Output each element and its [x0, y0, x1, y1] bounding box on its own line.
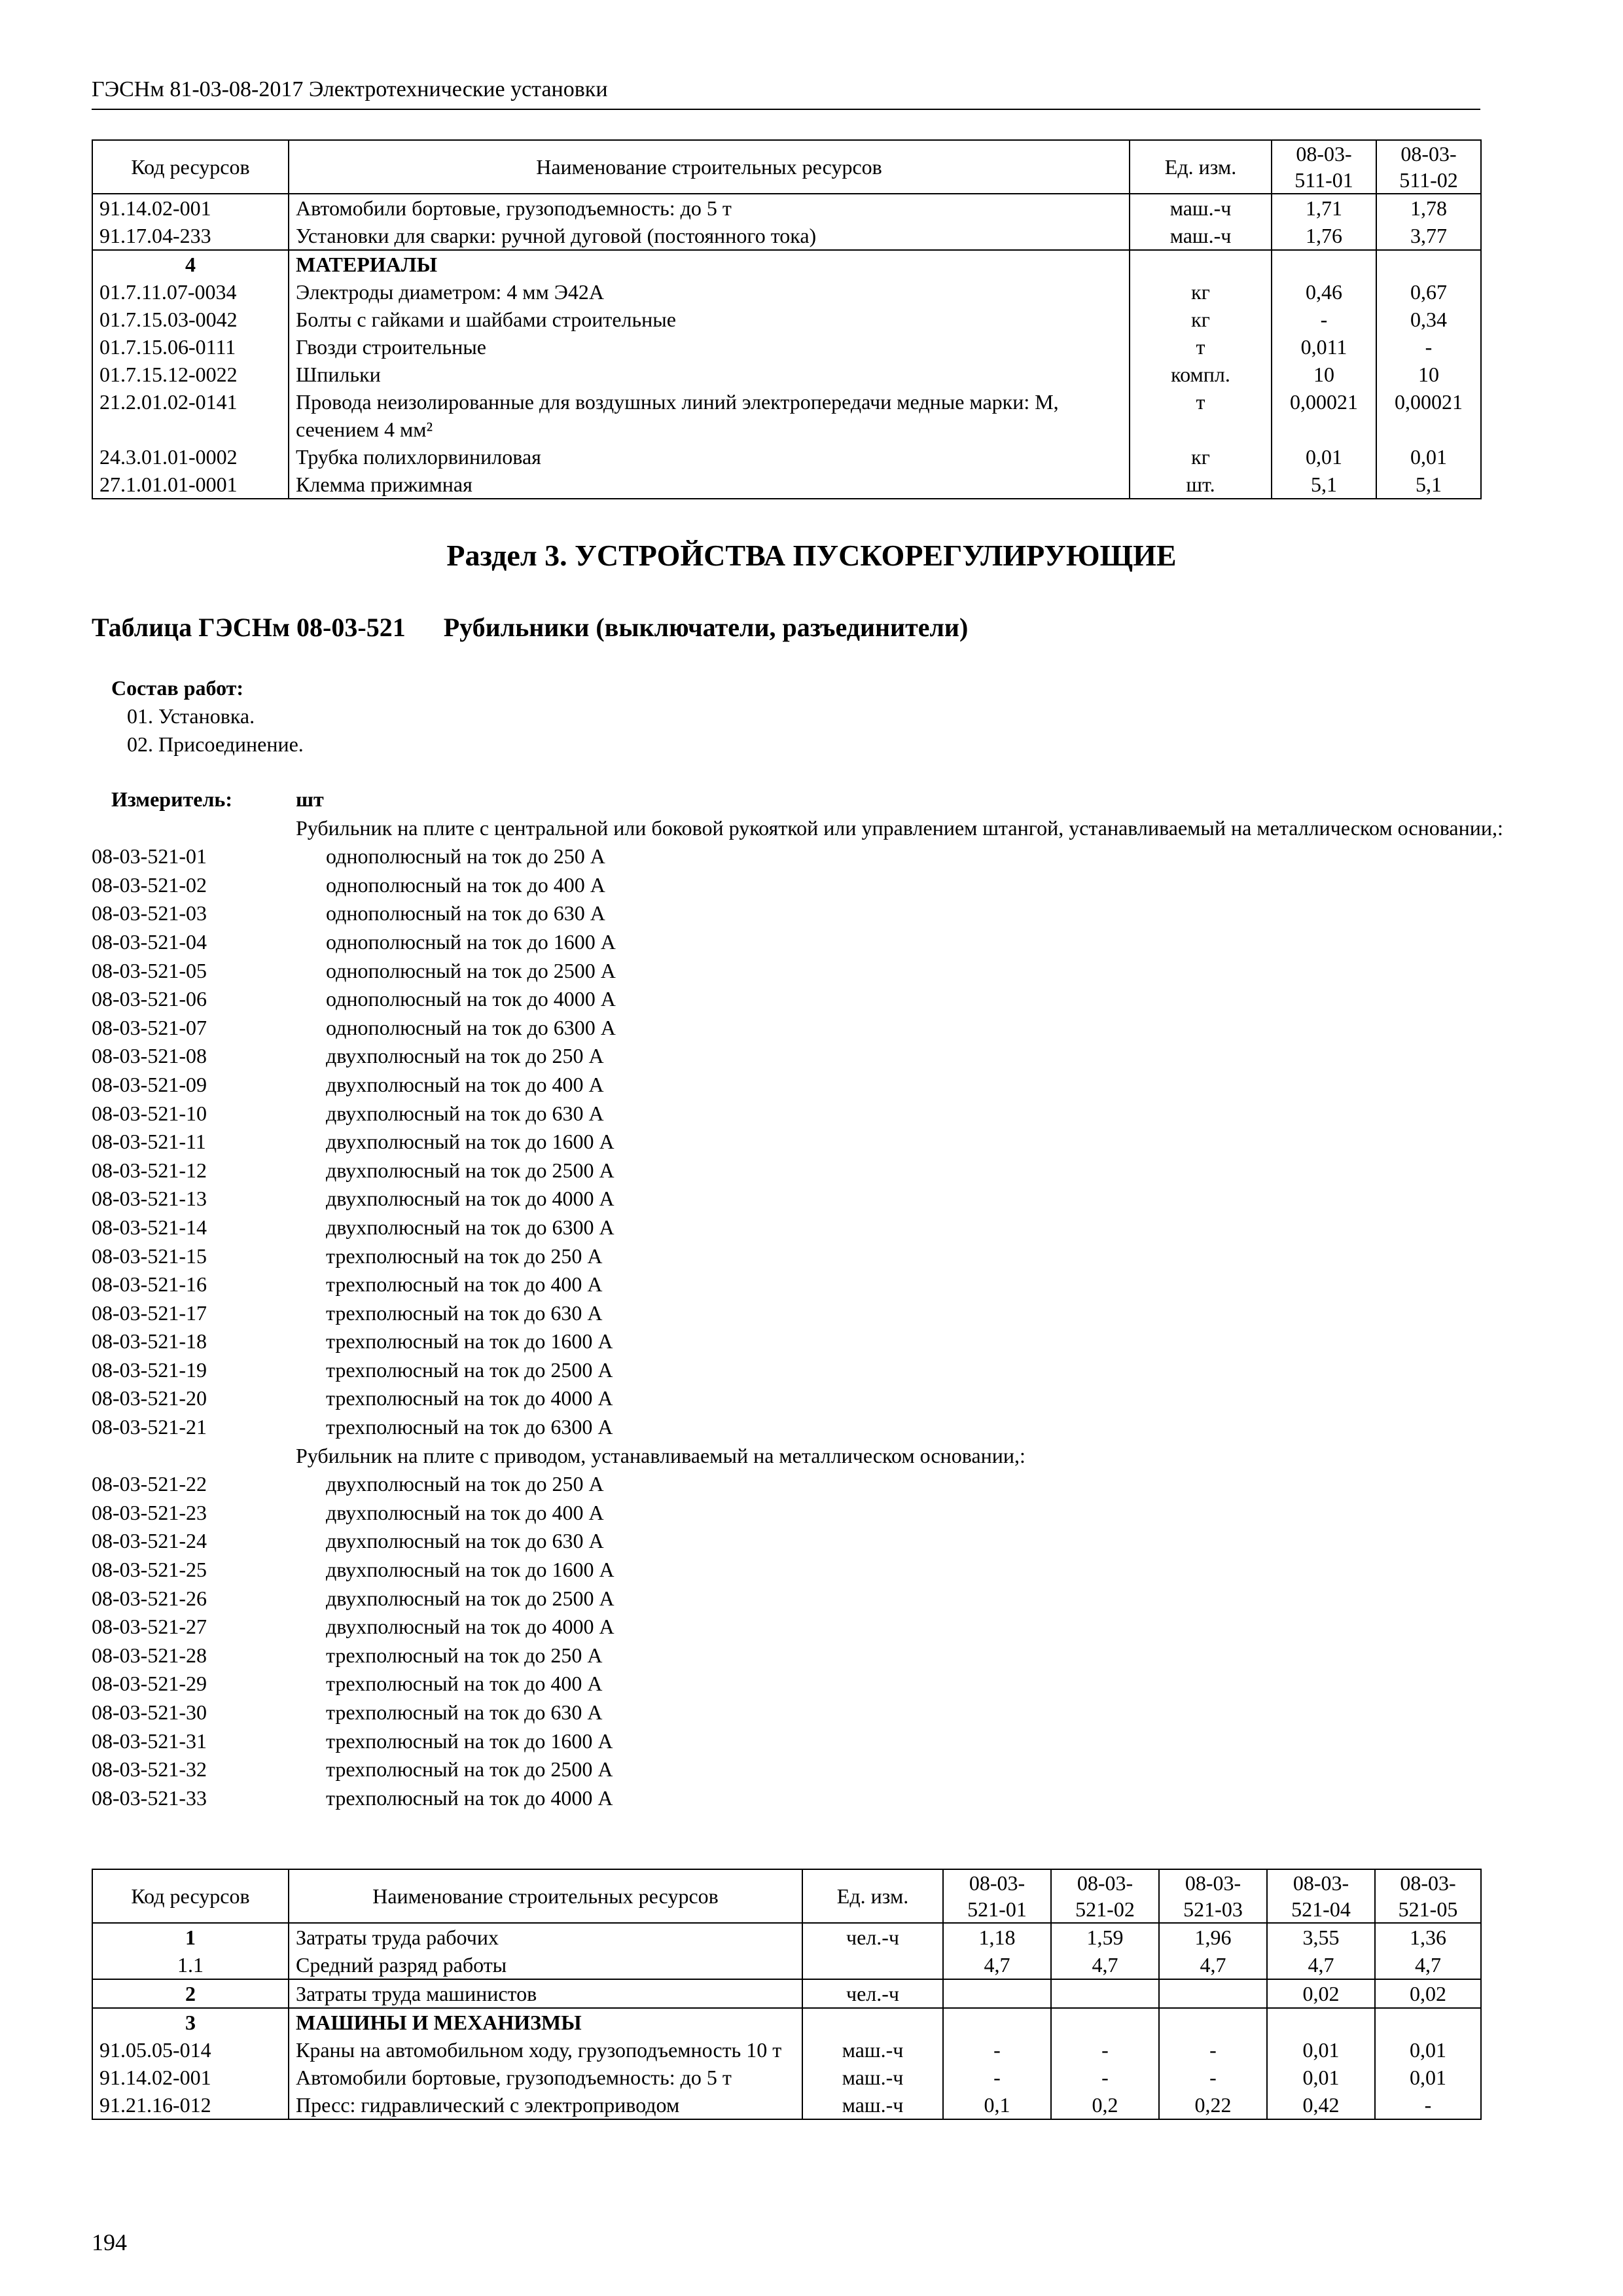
table-row	[92, 443, 1481, 471]
measure-item	[92, 1670, 1576, 1698]
cell-value	[1267, 2008, 1375, 2036]
measure-item	[92, 1100, 1576, 1128]
measure-item-code: 08-03-521-22	[92, 1472, 207, 1496]
measure-item-code: 08-03-521-19	[92, 1357, 207, 1382]
measure-item-code: 08-03-521-28	[92, 1643, 207, 1667]
header-rule	[92, 109, 1480, 110]
cell-value: 4,7	[1375, 1951, 1481, 1979]
cell-value: 0,67	[1376, 278, 1481, 306]
measure-item	[92, 1585, 1576, 1613]
measure-item-code: 08-03-521-06	[92, 987, 207, 1011]
measure-item-desc: двухполюсный на ток до 250 А	[326, 1044, 604, 1068]
table-row	[92, 2036, 1481, 2064]
cell-code: 1.1	[92, 1951, 289, 1979]
work-composition-label: Состав работ:	[111, 676, 244, 700]
cell-value: -	[1159, 2036, 1267, 2064]
measure-item-code: 08-03-521-11	[92, 1130, 206, 1154]
measure-item-desc: двухполюсный на ток до 4000 А	[326, 1615, 615, 1639]
resources-table-511	[92, 139, 1482, 499]
measure-item-code: 08-03-521-29	[92, 1672, 207, 1696]
cell-value: 0,01	[1272, 443, 1376, 471]
cell-value	[1159, 1979, 1267, 2008]
measure-item	[92, 1499, 1576, 1528]
measure-item-code: 08-03-521-26	[92, 1586, 207, 1610]
measure-item-code: 08-03-521-08	[92, 1044, 207, 1068]
measure-label: Измеритель:	[111, 787, 232, 811]
measure-item-code: 08-03-521-23	[92, 1500, 207, 1524]
cell-value: 10	[1272, 361, 1376, 388]
measure-item-desc: трехполюсный на ток до 400 А	[326, 1272, 603, 1297]
table-row	[92, 1951, 1481, 1979]
col-header: Ед. изм.	[802, 1869, 943, 1923]
measure-item-code: 08-03-521-13	[92, 1187, 207, 1211]
measure-item-desc: двухполюсный на ток до 1600 А	[326, 1130, 615, 1154]
measure-item	[92, 1128, 1576, 1157]
cell-value: 0,02	[1267, 1979, 1375, 2008]
measure-group-title: Рубильник на плите с центральной или боковой рукояткой или управлением штангой, устанавливаемый на металлическом основании,:	[296, 816, 1503, 840]
cell-name: Краны на автомобильном ходу, грузоподъемность 10 т	[289, 2036, 802, 2064]
measure-list	[92, 785, 1576, 1812]
measure-item-code: 08-03-521-32	[92, 1757, 207, 1782]
cell-value: 0,01	[1267, 2036, 1375, 2064]
cell-value: -	[1375, 2091, 1481, 2119]
cell-unit	[802, 1951, 943, 1979]
cell-value: 0,01	[1375, 2064, 1481, 2091]
cell-value: -	[943, 2036, 1051, 2064]
cell-unit: маш.-ч	[802, 2091, 943, 2119]
cell-unit: кг	[1130, 443, 1272, 471]
section-title: Раздел 3. УСТРОЙСТВА ПУСКОРЕГУЛИРУЮЩИЕ	[446, 539, 1177, 572]
measure-item-desc: трехполюсный на ток до 630 А	[326, 1300, 603, 1325]
measure-item-desc: двухполюсный на ток до 400 А	[326, 1500, 604, 1524]
measure-item-desc: однополюсный на ток до 400 А	[326, 872, 605, 897]
measure-item-code: 08-03-521-02	[92, 872, 207, 897]
cell-value: 0,22	[1159, 2091, 1267, 2119]
cell-name: Болты с гайками и шайбами строительные	[289, 306, 1130, 333]
measure-item-desc: трехполюсный на ток до 4000 А	[326, 1386, 613, 1410]
col-header: 08-03-521-01	[943, 1869, 1051, 1923]
cell-value	[1376, 250, 1481, 278]
cell-code: 4	[92, 250, 289, 278]
table-header-row	[92, 1869, 1481, 1923]
col-header: 08-03-521-04	[1267, 1869, 1375, 1923]
table-header-row	[92, 140, 1481, 194]
measure-item-desc: трехполюсный на ток до 2500 А	[326, 1357, 613, 1382]
cell-code: 01.7.11.07-0034	[92, 278, 289, 306]
measure-item	[92, 985, 1576, 1014]
table-row	[92, 2008, 1481, 2036]
cell-name: Средний разряд работы	[289, 1951, 802, 1979]
measure-item	[92, 899, 1576, 928]
col-header: Ед. изм.	[1130, 140, 1272, 194]
table-row	[92, 222, 1481, 250]
cell-code: 91.14.02-001	[92, 194, 289, 222]
cell-code: 91.21.16-012	[92, 2091, 289, 2119]
cell-value: 0,01	[1375, 2036, 1481, 2064]
measure-item	[92, 871, 1576, 900]
measure-item-desc: двухполюсный на ток до 2500 А	[326, 1158, 615, 1182]
measure-item	[92, 1327, 1576, 1356]
measure-item-desc: двухполюсный на ток до 250 А	[326, 1472, 604, 1496]
measure-item-desc: трехполюсный на ток до 630 А	[326, 1700, 603, 1724]
cell-name: Автомобили бортовые, грузоподъемность: до 5 т	[289, 194, 1130, 222]
cell-value	[1159, 2008, 1267, 2036]
measure-item	[92, 928, 1576, 957]
table-title	[92, 612, 968, 643]
cell-unit: т	[1130, 388, 1272, 443]
measure-item-code: 08-03-521-31	[92, 1729, 207, 1753]
measure-unit: шт	[296, 787, 324, 811]
measure-item	[92, 1784, 1576, 1813]
measure-item-code: 08-03-521-33	[92, 1785, 207, 1810]
measure-item	[92, 1556, 1576, 1585]
measure-item-code: 08-03-521-20	[92, 1386, 207, 1410]
cell-value: -	[1159, 2064, 1267, 2091]
cell-code: 91.17.04-233	[92, 222, 289, 250]
measure-item-code: 08-03-521-01	[92, 844, 207, 869]
cell-code: 91.14.02-001	[92, 2064, 289, 2091]
measure-item-code: 08-03-521-07	[92, 1015, 207, 1039]
cell-name: Установки для сварки: ручной дуговой (постоянного тока)	[289, 222, 1130, 250]
col-header: Наименование строительных ресурсов	[289, 1869, 802, 1923]
cell-value: 5,1	[1272, 471, 1376, 499]
col-header: Код ресурсов	[92, 1869, 289, 1923]
cell-unit: маш.-ч	[1130, 194, 1272, 222]
measure-item-code: 08-03-521-05	[92, 958, 207, 982]
cell-value: 0,01	[1267, 2064, 1375, 2091]
work-item: 01. Установка.	[127, 704, 255, 728]
measure-item-code: 08-03-521-17	[92, 1300, 207, 1325]
cell-value: 10	[1376, 361, 1481, 388]
table-row	[92, 2091, 1481, 2119]
cell-code: 24.3.01.01-0002	[92, 443, 289, 471]
cell-value: 4,7	[1267, 1951, 1375, 1979]
measure-item-desc: трехполюсный на ток до 250 А	[326, 1244, 603, 1268]
cell-code: 27.1.01.01-0001	[92, 471, 289, 499]
table-row	[92, 278, 1481, 306]
measure-item-desc: однополюсный на ток до 4000 А	[326, 987, 616, 1011]
table-row	[92, 361, 1481, 388]
col-header: 08-03-521-02	[1051, 1869, 1159, 1923]
cell-value	[1051, 2008, 1159, 2036]
measure-item	[92, 1213, 1576, 1242]
measure-item-code: 08-03-521-16	[92, 1272, 207, 1297]
cell-unit: компл.	[1130, 361, 1272, 388]
measure-item-code: 08-03-521-30	[92, 1700, 207, 1724]
measure-item-desc: трехполюсный на ток до 6300 А	[326, 1415, 613, 1439]
measure-item	[92, 1527, 1576, 1556]
cell-value: 5,1	[1376, 471, 1481, 499]
measure-item-desc: однополюсный на ток до 630 А	[326, 901, 605, 925]
col-header: 08-03-521-03	[1159, 1869, 1267, 1923]
measure-item-desc: двухполюсный на ток до 6300 А	[326, 1215, 615, 1239]
cell-value: -	[1051, 2036, 1159, 2064]
table-row	[92, 2064, 1481, 2091]
measure-item	[92, 1384, 1576, 1413]
cell-value: 0,00021	[1376, 388, 1481, 443]
measure-item-desc: трехполюсный на ток до 1600 А	[326, 1329, 613, 1354]
cell-unit: чел.-ч	[802, 1923, 943, 1951]
cell-name: МАТЕРИАЛЫ	[289, 250, 1130, 278]
cell-unit: т	[1130, 333, 1272, 361]
measure-item-desc: трехполюсный на ток до 1600 А	[326, 1729, 613, 1753]
measure-item	[92, 1470, 1576, 1499]
cell-unit: чел.-ч	[802, 1979, 943, 2008]
cell-unit: маш.-ч	[802, 2064, 943, 2091]
measure-item-desc: однополюсный на ток до 2500 А	[326, 958, 616, 982]
page-number: 194	[92, 2229, 127, 2255]
cell-name: Электроды диаметром: 4 мм Э42А	[289, 278, 1130, 306]
cell-value: 4,7	[943, 1951, 1051, 1979]
measure-item-desc: двухполюсный на ток до 400 А	[326, 1072, 604, 1096]
cell-name: Затраты труда машинистов	[289, 1979, 802, 2008]
cell-code: 21.2.01.02-0141	[92, 388, 289, 443]
cell-value: 3,55	[1267, 1923, 1375, 1951]
cell-name: МАШИНЫ И МЕХАНИЗМЫ	[289, 2008, 802, 2036]
measure-item	[92, 1185, 1576, 1213]
cell-value: 4,7	[1051, 1951, 1159, 1979]
measure-item	[92, 1042, 1576, 1071]
cell-name: Клемма прижимная	[289, 471, 1130, 499]
measure-item-code: 08-03-521-24	[92, 1529, 207, 1553]
cell-value: 0,00021	[1272, 388, 1376, 443]
cell-value: 1,71	[1272, 194, 1376, 222]
cell-value: 1,36	[1375, 1923, 1481, 1951]
cell-value: 1,18	[943, 1923, 1051, 1951]
cell-value	[943, 2008, 1051, 2036]
measure-item	[92, 1014, 1576, 1043]
measure-item-code: 08-03-521-21	[92, 1415, 207, 1439]
cell-code: 01.7.15.03-0042	[92, 306, 289, 333]
work-composition	[111, 674, 304, 759]
col-header: 08-03-511-02	[1376, 140, 1481, 194]
cell-value: -	[1272, 306, 1376, 333]
table-row-group	[92, 250, 1481, 278]
cell-value: 0,01	[1376, 443, 1481, 471]
cell-value: 1,59	[1051, 1923, 1159, 1951]
measure-item	[92, 1613, 1576, 1641]
cell-value: 0,011	[1272, 333, 1376, 361]
measure-item-code: 08-03-521-04	[92, 929, 207, 954]
cell-value	[1272, 250, 1376, 278]
cell-code: 01.7.15.12-0022	[92, 361, 289, 388]
measure-item-desc: однополюсный на ток до 1600 А	[326, 929, 616, 954]
col-header: 08-03-521-05	[1375, 1869, 1481, 1923]
cell-value	[943, 1979, 1051, 2008]
measure-item	[92, 1755, 1576, 1784]
cell-unit: кг	[1130, 306, 1272, 333]
cell-value	[1375, 2008, 1481, 2036]
cell-unit: шт.	[1130, 471, 1272, 499]
measure-item-code: 08-03-521-10	[92, 1101, 207, 1125]
work-item: 02. Присоединение.	[127, 732, 304, 756]
cell-name: Автомобили бортовые, грузоподъемность: до 5 т	[289, 2064, 802, 2091]
measure-item-desc: трехполюсный на ток до 400 А	[326, 1672, 603, 1696]
cell-code: 01.7.15.06-0111	[92, 333, 289, 361]
cell-unit	[802, 2008, 943, 2036]
measure-item-desc: двухполюсный на ток до 630 А	[326, 1101, 604, 1125]
measure-group-title: Рубильник на плите с приводом, устанавливаемый на металлическом основании,:	[296, 1443, 1026, 1467]
measure-item	[92, 1270, 1576, 1299]
cell-name: Провода неизолированные для воздушных линий электропередачи медные марки: М, сечением 4 мм²	[289, 388, 1130, 443]
table2-body	[92, 1923, 1481, 2119]
cell-value: 3,77	[1376, 222, 1481, 250]
measure-item-desc: двухполюсный на ток до 1600 А	[326, 1558, 615, 1582]
cell-name: Пресс: гидравлический с электроприводом	[289, 2091, 802, 2119]
measure-item-desc: двухполюсный на ток до 2500 А	[326, 1586, 615, 1610]
cell-name: Трубка полихлорвиниловая	[289, 443, 1130, 471]
table-code: Таблица ГЭСНм 08-03-521	[92, 613, 406, 642]
measure-item-desc: трехполюсный на ток до 250 А	[326, 1643, 603, 1667]
measure-item-desc: двухполюсный на ток до 630 А	[326, 1529, 604, 1553]
table-row	[92, 1923, 1481, 1951]
col-header: Наименование строительных ресурсов	[289, 140, 1130, 194]
cell-unit: кг	[1130, 278, 1272, 306]
measure-item	[92, 1413, 1576, 1442]
running-header: ГЭСНм 81-03-08-2017 Электротехнические установки	[92, 77, 608, 101]
measure-item	[92, 1157, 1576, 1185]
measure-item	[92, 957, 1576, 986]
measure-group-row	[92, 1442, 1576, 1471]
cell-value: -	[1376, 333, 1481, 361]
cell-code: 1	[92, 1923, 289, 1951]
measure-item-code: 08-03-521-03	[92, 901, 207, 925]
cell-value: 1,78	[1376, 194, 1481, 222]
cell-unit	[1130, 250, 1272, 278]
measure-item	[92, 1299, 1576, 1328]
measure-item	[92, 1071, 1576, 1100]
cell-value: 0,46	[1272, 278, 1376, 306]
cell-value: 0,42	[1267, 2091, 1375, 2119]
table-row	[92, 471, 1481, 499]
cell-unit: маш.-ч	[802, 2036, 943, 2064]
measure-items-group-1	[92, 842, 1576, 1441]
measure-item-desc: двухполюсный на ток до 4000 А	[326, 1187, 615, 1211]
table-row	[92, 194, 1481, 222]
cell-code: 2	[92, 1979, 289, 2008]
measure-item	[92, 842, 1576, 871]
measure-item-code: 08-03-521-14	[92, 1215, 207, 1239]
measure-item	[92, 1698, 1576, 1727]
cell-value: 0,2	[1051, 2091, 1159, 2119]
cell-value: 1,96	[1159, 1923, 1267, 1951]
table-row	[92, 333, 1481, 361]
cell-value: -	[1051, 2064, 1159, 2091]
table-row	[92, 388, 1481, 443]
measure-items-group-2	[92, 1470, 1576, 1812]
measure-item	[92, 1242, 1576, 1271]
cell-name: Затраты труда рабочих	[289, 1923, 802, 1951]
cell-value: 0,02	[1375, 1979, 1481, 2008]
cell-value: 1,76	[1272, 222, 1376, 250]
measure-item-desc: однополюсный на ток до 250 А	[326, 844, 605, 869]
measure-item-desc: трехполюсный на ток до 4000 А	[326, 1785, 613, 1810]
col-header: Код ресурсов	[92, 140, 289, 194]
cell-unit: маш.-ч	[1130, 222, 1272, 250]
cell-value: 0,1	[943, 2091, 1051, 2119]
measure-group-row	[92, 814, 1576, 843]
cell-value: 4,7	[1159, 1951, 1267, 1979]
measure-item-desc: однополюсный на ток до 6300 А	[326, 1015, 616, 1039]
table-row	[92, 306, 1481, 333]
measure-item	[92, 1727, 1576, 1756]
measure-item-desc: трехполюсный на ток до 2500 А	[326, 1757, 613, 1782]
cell-name: Гвозди строительные	[289, 333, 1130, 361]
table-name: Рубильники (выключатели, разъединители)	[443, 613, 969, 642]
measure-item-code: 08-03-521-09	[92, 1072, 207, 1096]
measure-item-code: 08-03-521-25	[92, 1558, 207, 1582]
cell-value	[1051, 1979, 1159, 2008]
measure-item-code: 08-03-521-12	[92, 1158, 207, 1182]
measure-item-code: 08-03-521-27	[92, 1615, 207, 1639]
spacer	[92, 814, 296, 843]
cell-value: 0,34	[1376, 306, 1481, 333]
cell-name: Шпильки	[289, 361, 1130, 388]
measure-header-row	[92, 785, 1576, 814]
measure-item	[92, 1641, 1576, 1670]
cell-code: 91.05.05-014	[92, 2036, 289, 2064]
resources-table-521	[92, 1869, 1482, 2120]
col-header: 08-03-511-01	[1272, 140, 1376, 194]
measure-item-code: 08-03-521-18	[92, 1329, 207, 1354]
measure-item-code: 08-03-521-15	[92, 1244, 207, 1268]
cell-code: 3	[92, 2008, 289, 2036]
cell-value: -	[943, 2064, 1051, 2091]
table-row	[92, 1979, 1481, 2008]
spacer	[92, 1442, 296, 1471]
measure-item	[92, 1356, 1576, 1385]
